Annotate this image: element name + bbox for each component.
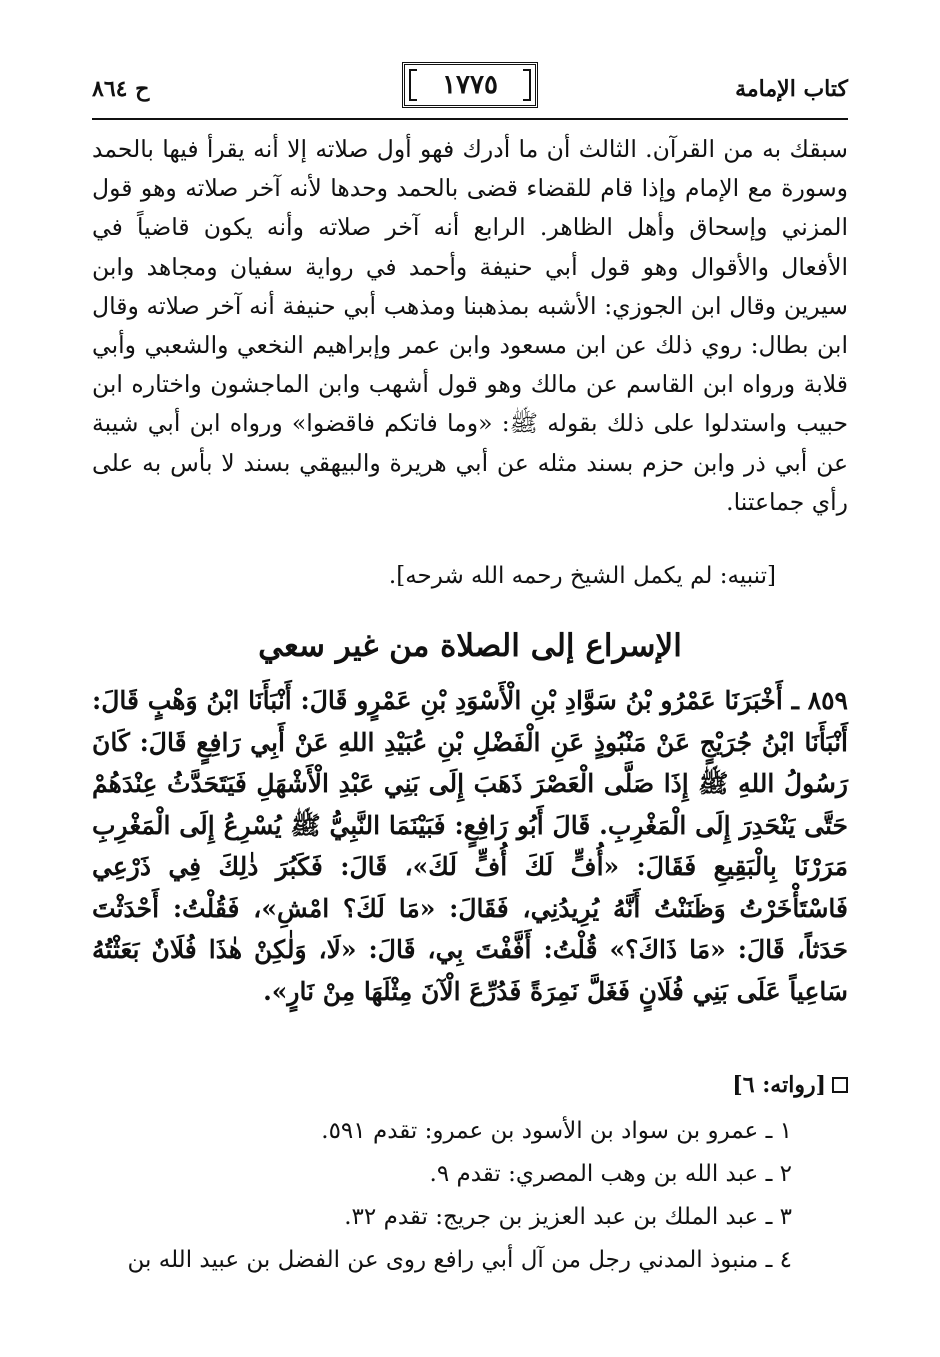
narrator-item: ٤ ـ منبوذ المدني رجل من آل أبي رافع روى عن الفضل بن عبيد الله بن: [127, 1247, 792, 1273]
narrator-item: ٢ ـ عبد الله بن وهب المصري: تقدم ٩.: [429, 1161, 792, 1187]
narrator-item: ٣ ـ عبد الملك بن عبد العزيز بن جريج: تقدم ٣٢.: [344, 1204, 792, 1230]
commentary-paragraph: سبقك به من القرآن. الثالث أن ما أدرك فهو أول صلاته إلا أنه يقرأ فيها بالحمد وسورة مع الإمام وإذا قام للقضاء قضى بالحمد وحدها لأنه آخر صلاته وهو قول المزني وإسحاق وأهل الظاهر. الرابع أنه آخر صلاته وأنه يكون قاضياً في الأفعال والأقوال وهو قول أبي حنيفة وأحمد في رواية سفيان ومجاهد وابن سيرين وقال ابن الجوزي: الأشبه بمذهبنا ومذهب أبي حنيفة أنه آخر صلاته وقال ابن بطال: روي ذلك عن ابن مسعود وابن عمر وإبراهيم النخعي والشعبي وأبي قلابة ورواه ابن القاسم عن مالك وهو قول أشهب وابن الماجشون واختاره ابن حبيب واستدلوا على ذلك بقوله ﷺ: «وما فاتكم فاقضوا» ورواه ابن أبي شيبة عن أبي ذر وابن حزم بسند مثله عن أبي هريرة والبيهقي بسند لا بأس به على رأي جماعتنا.: [92, 135, 848, 516]
hadith-text: ٨٥٩ ـ أَخْبَرَنَا عَمْرُو بْنُ سَوَّادِ بْنِ الْأَسْوَدِ بْنِ عَمْرٍو قَالَ: أَنْبَأَنَا ابْنُ وَهْبٍ قَالَ: أَنْبَأَنَا ابْنُ جُرَيْجٍ عَنْ مَنْبُوذٍ عَنِ الْفَضْلِ بْنِ عُبَيْدِ اللهِ عَنْ أَبِي رَافِعٍ قَالَ: كَانَ رَسُولُ اللهِ ﷺ إِذَا صَلَّى الْعَصْرَ ذَهَبَ إِلَى بَنِي عَبْدِ الْأَشْهَلِ فَيَتَحَدَّثُ عِنْدَهُمْ حَتَّى يَنْحَدِرَ إِلَى الْمَغْرِبِ. قَالَ أَبُو رَافِعٍ: فَبَيْنَمَا النَّبِيُّ ﷺ يُسْرِعُ إِلَى الْمَغْرِبِ مَرَرْنَا بِالْبَقِيعِ فَقَالَ: «أُفٍّ لَكَ أُفٍّ لَكَ»، قَالَ: فَكَبُرَ ذٰلِكَ فِي ذَرْعِي فَاسْتَأْخَرْتُ وَظَنَنْتُ أَنَّهُ يُرِيدُنِي، فَقَالَ: «مَا لَكَ؟ امْشِ»، فَقُلْتُ: أَحْدَثْتَ حَدَثاً، قَالَ: «مَا ذَاكَ؟» قُلْتُ: أَفَّفْتَ بِي، قَالَ: «لَا، وَلٰكِنْ هٰذَا فُلَانٌ بَعَثْتُهُ سَاعِياً عَلَى بَنِي فُلَانٍ فَغَلَّ نَمِرَةً فَدُرِّعَ الْآنَ مِثْلَهَا مِنْ نَارٍ».: [92, 686, 848, 1006]
narrators-list: [92, 1110, 792, 1282]
page-number: ١٧٧٥: [442, 70, 498, 100]
narrators-heading-label: [رواته: ٦]: [732, 1072, 826, 1098]
page-number-frame: [402, 62, 538, 108]
square-icon: [832, 1077, 848, 1093]
commentary-text: [92, 130, 848, 522]
narrator-item: ١ ـ عمرو بن سواد بن الأسود بن عمرو: تقدم ٥٩١.: [321, 1118, 792, 1144]
book-title: كتاب الإمامة: [735, 76, 848, 102]
hadith-range: ح ٨٦٤: [92, 76, 150, 102]
header-rule: [92, 118, 848, 120]
editor-note: [تنبيه: لم يكمل الشيخ رحمه الله شرحه].: [388, 563, 776, 589]
chapter-title: الإسراع إلى الصلاة من غير سعي: [258, 628, 682, 664]
page-header: [92, 62, 848, 122]
narrators-heading: [732, 1072, 848, 1098]
